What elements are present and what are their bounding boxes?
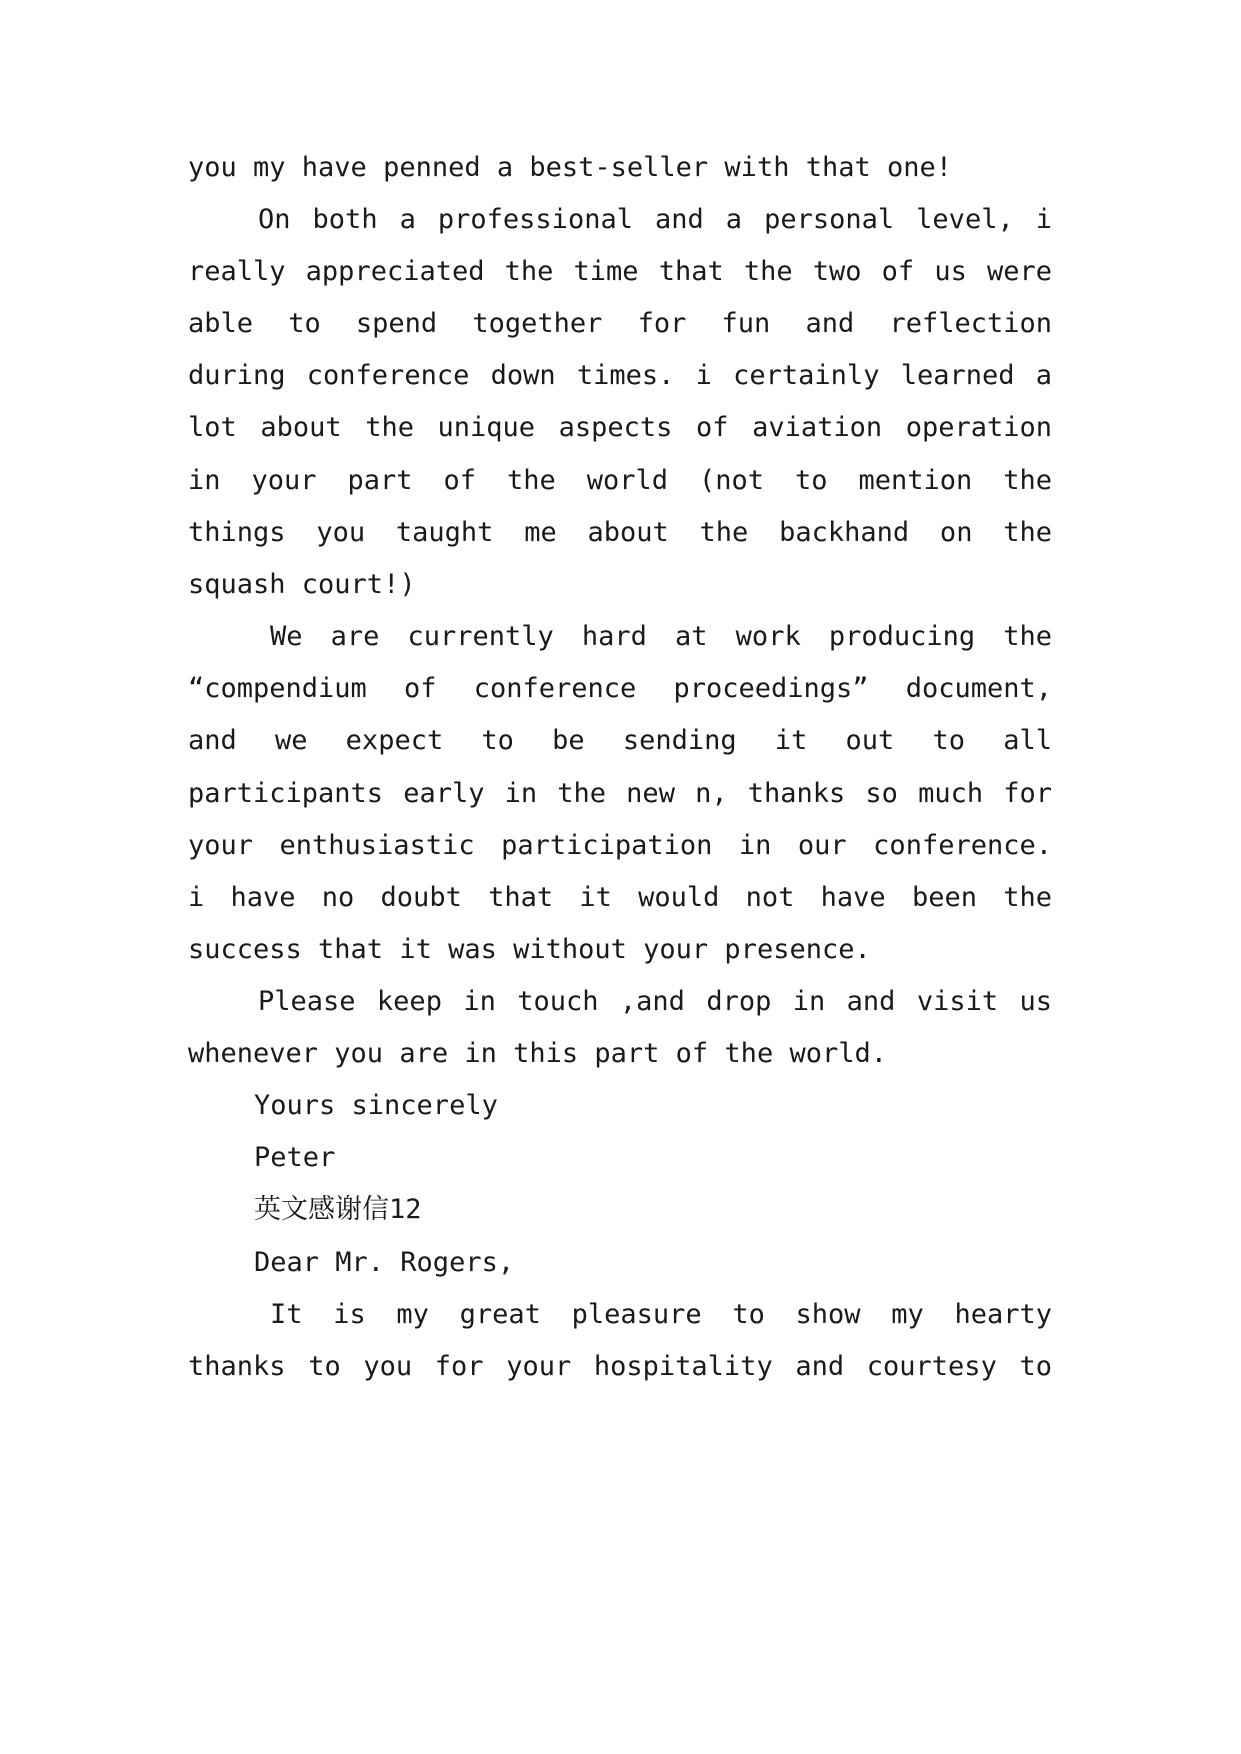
- text-line: “compendium of conference proceedings” document,: [188, 673, 1052, 704]
- signature-name: Peter: [254, 1142, 336, 1173]
- text-line: lot about the unique aspects of aviation operation: [188, 412, 1052, 443]
- text-line: able to spend together for fun and reflection: [188, 308, 1052, 339]
- text-line: i have no doubt that it would not have been the: [188, 882, 1052, 913]
- section-heading: 英文感谢信12: [254, 1194, 422, 1225]
- greeting: Dear Mr. Rogers,: [254, 1247, 515, 1278]
- text-line: things you taught me about the backhand on the: [188, 517, 1052, 548]
- text-line: really appreciated the time that the two of us were: [188, 256, 1052, 287]
- text-line: whenever you are in this part of the world.: [188, 1038, 887, 1069]
- text-line: squash court!): [188, 569, 416, 600]
- text-line: participants early in the new n, thanks so much for: [188, 778, 1052, 809]
- text-line: and we expect to be sending it out to all: [188, 725, 1052, 756]
- closing-salutation: Yours sincerely: [254, 1090, 498, 1121]
- text-line: in your part of the world (not to mention the: [188, 465, 1052, 496]
- text-line: during conference down times. i certainly learned a: [188, 360, 1052, 391]
- text-line: success that it was without your presence.: [188, 934, 871, 965]
- paragraph-start: Please keep in touch ,and drop in and visit us: [258, 986, 1052, 1017]
- text-line: your enthusiastic participation in our conference.: [188, 830, 1052, 861]
- text-line: thanks to you for your hospitality and courtesy to: [188, 1351, 1052, 1382]
- paragraph-start: On both a professional and a personal level, i: [258, 204, 1052, 235]
- paragraph-start: It is my great pleasure to show my hearty: [270, 1299, 1052, 1330]
- text-line: you my have penned a best-seller with that one!: [188, 152, 953, 183]
- paragraph-start: We are currently hard at work producing the: [270, 621, 1052, 652]
